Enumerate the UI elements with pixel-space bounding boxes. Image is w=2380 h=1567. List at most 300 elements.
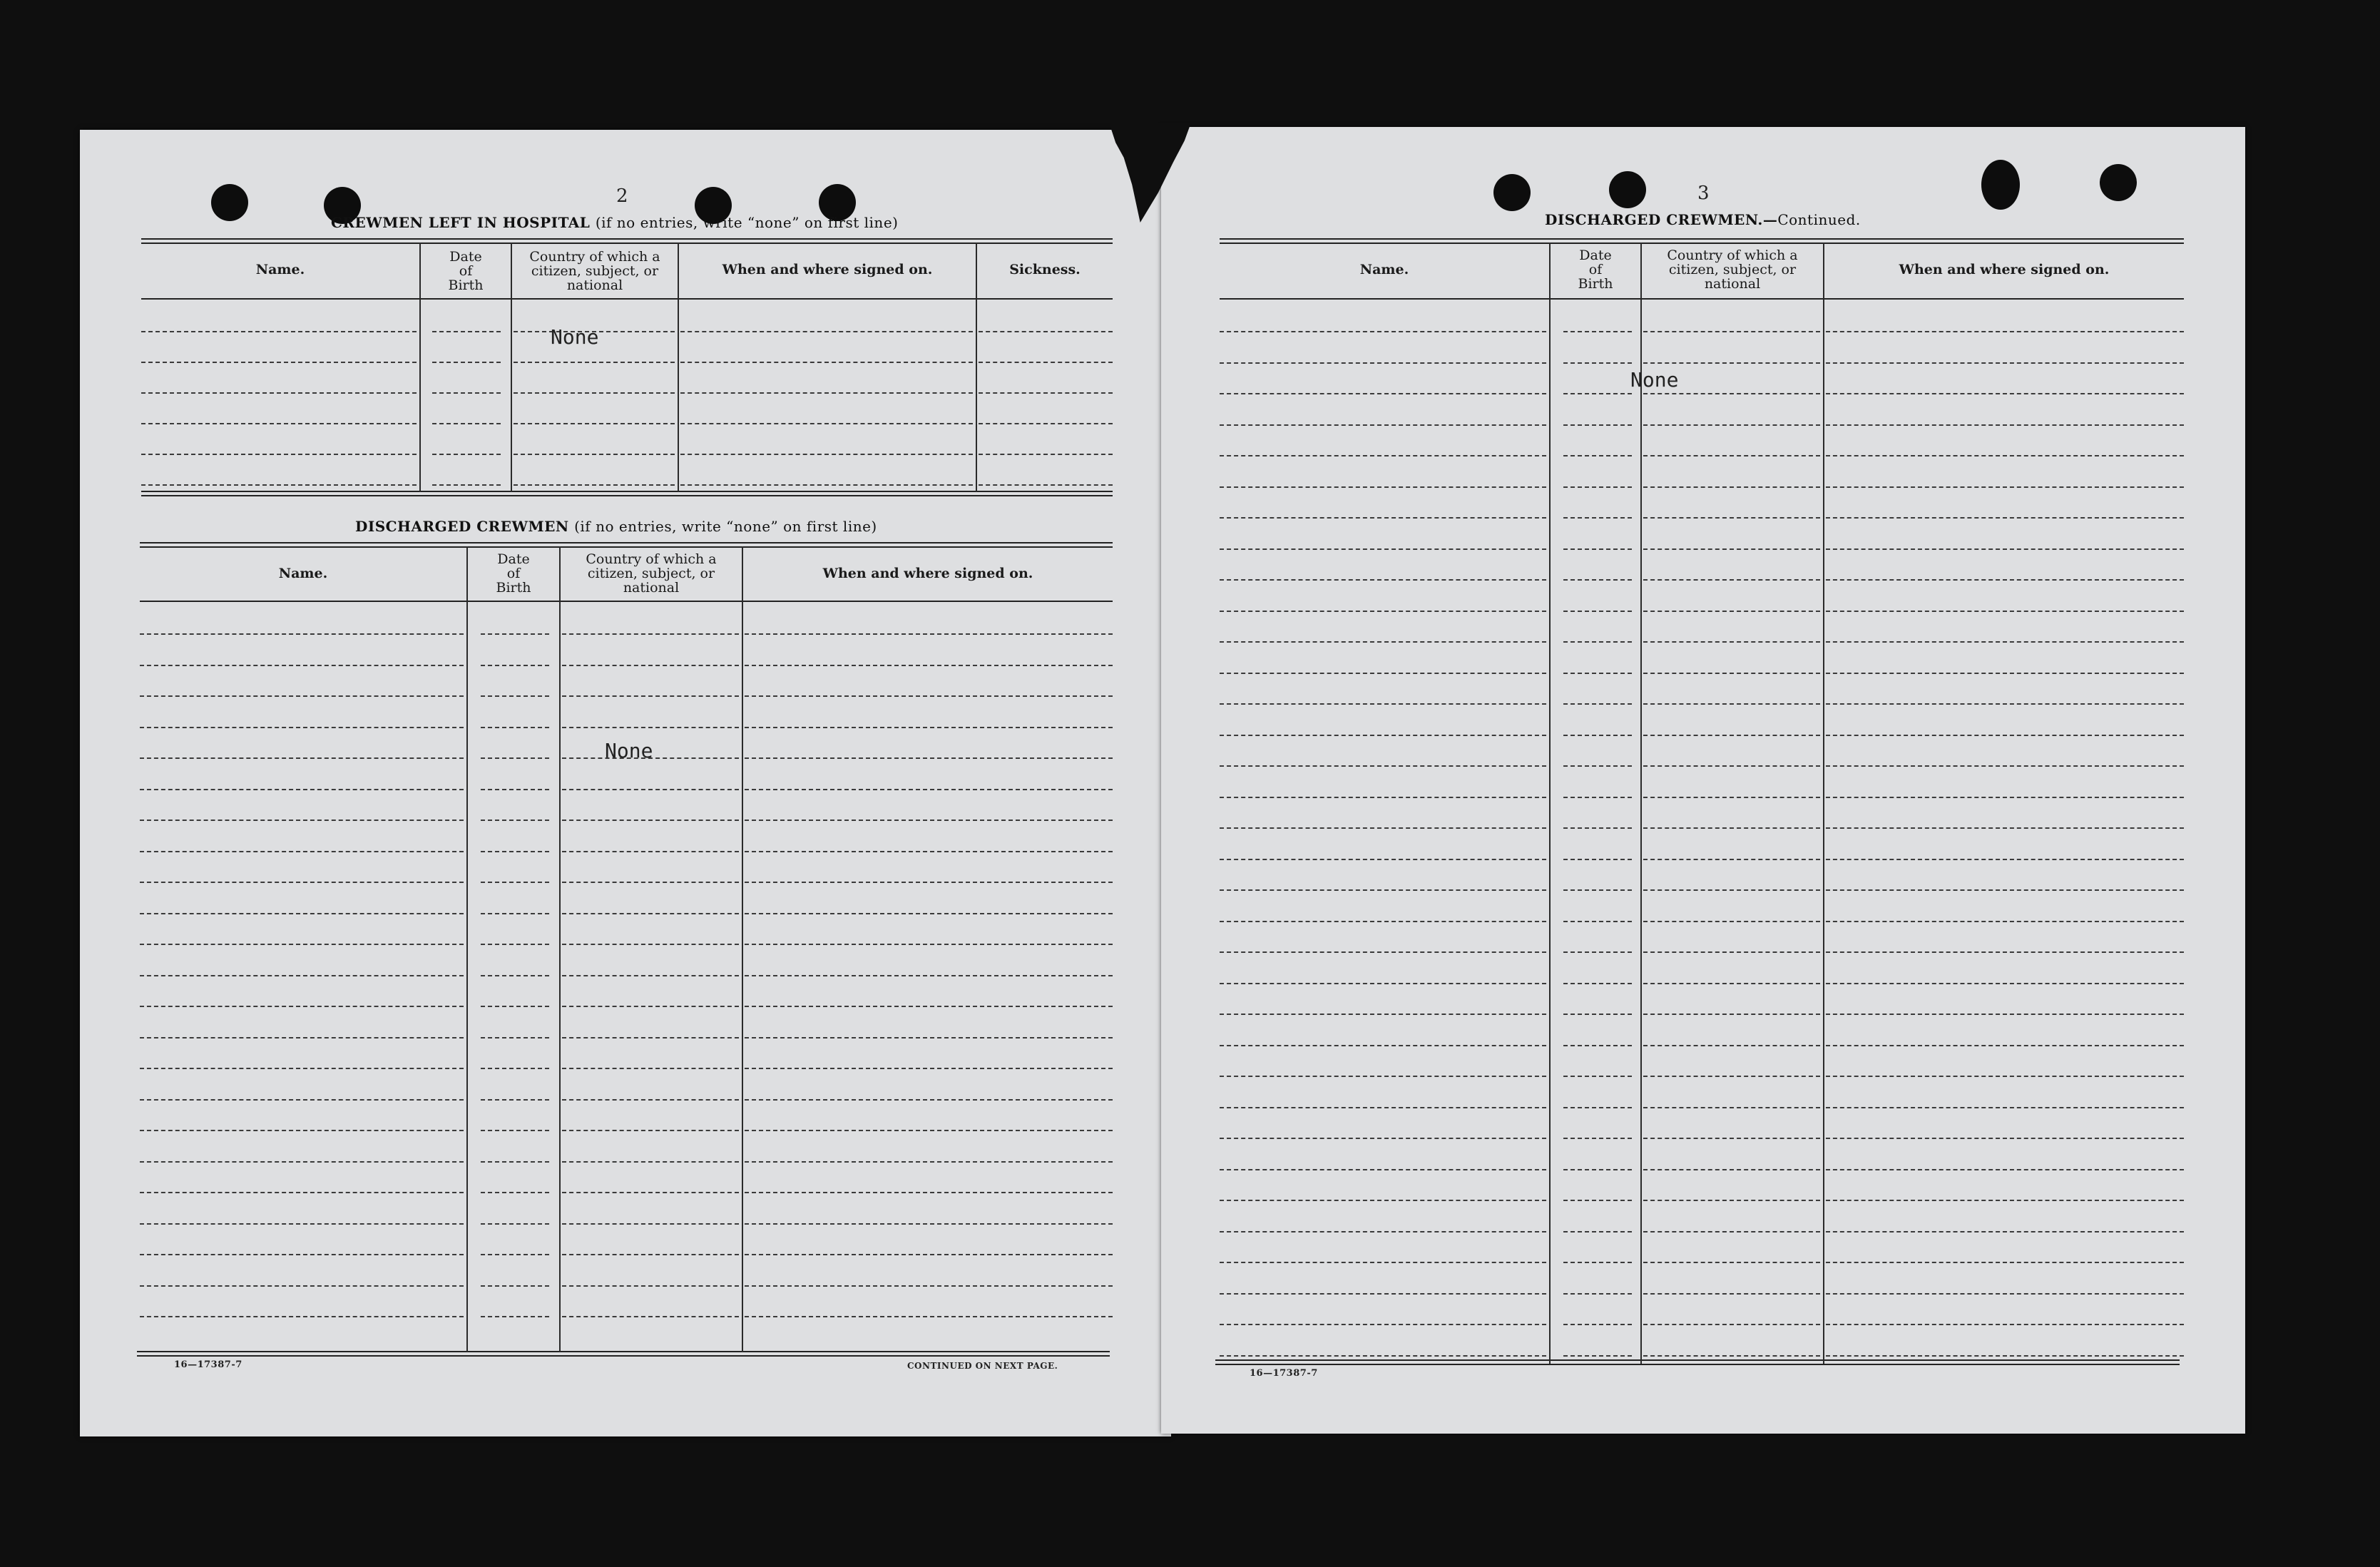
table-rule-bottom [137, 1351, 1110, 1352]
entry-line [140, 1254, 464, 1255]
entry-line [745, 727, 1113, 728]
entry-line [1826, 983, 2184, 984]
entry-line [1220, 362, 1546, 364]
entry-line [140, 1285, 464, 1287]
right-page [1161, 127, 2245, 1434]
entry-line [562, 1006, 739, 1007]
entry-line [140, 1006, 464, 1007]
entry-line [745, 1037, 1113, 1038]
table-rule-bottom [141, 495, 1113, 496]
entry-line [1826, 641, 2184, 643]
table-rule-top [141, 238, 1113, 240]
entry-line [481, 1099, 549, 1101]
entry-line [1563, 579, 1632, 581]
entry-line [562, 695, 739, 697]
table-rule-top [141, 243, 1113, 244]
entry-line [1826, 673, 2184, 674]
entry-line [140, 1223, 464, 1225]
entry-line [745, 633, 1113, 635]
entry-line [481, 1006, 549, 1007]
entry-line [1826, 1107, 2184, 1108]
entry-line [1643, 362, 1820, 364]
entry-line [481, 789, 549, 790]
entry-line [1563, 1262, 1632, 1263]
entry-line [1643, 455, 1820, 456]
entry-line [1643, 765, 1820, 767]
entry-line [745, 1316, 1113, 1317]
header-date-of-birth: Date of Birth [1578, 247, 1613, 292]
entry-line [1826, 1324, 2184, 1325]
entry-line [1220, 703, 1546, 705]
continued-note: CONTINUED ON NEXT PAGE. [907, 1361, 1058, 1371]
column-divider [466, 546, 468, 1352]
section-title-note: (if no entries, write “none” on first line) [574, 518, 877, 535]
entry-line [979, 392, 1113, 394]
entry-line [1220, 859, 1546, 860]
entry-line [1220, 1200, 1546, 1201]
entry-line [481, 1068, 549, 1069]
punch-hole [211, 184, 248, 221]
entry-line [1826, 1045, 2184, 1046]
column-divider [1549, 243, 1551, 1364]
entry-line [1643, 1107, 1820, 1108]
entry-line [1220, 1355, 1546, 1357]
entry-line [514, 423, 675, 424]
page-number: 2 [616, 185, 628, 207]
entry-line [562, 851, 739, 852]
entry-line [1220, 611, 1546, 612]
entry-line [1826, 579, 2184, 581]
entry-line [1563, 486, 1632, 488]
page-number: 3 [1697, 183, 1710, 204]
form-number: 16—17387-7 [174, 1359, 242, 1370]
entry-line [1220, 486, 1546, 488]
entry-line [1826, 486, 2184, 488]
entry-line [481, 1161, 549, 1163]
entry-line [745, 1192, 1113, 1193]
table-rule-bottom [137, 1355, 1110, 1357]
entry-line [514, 392, 675, 394]
entry-line [140, 975, 464, 976]
entry-line [1220, 641, 1546, 643]
entry-line [481, 1254, 549, 1255]
entry-line [1563, 1045, 1632, 1046]
entry-line [1643, 827, 1820, 829]
entry-line [481, 633, 549, 635]
entry-line [1563, 1107, 1632, 1108]
discharged-none-entry: None [605, 739, 653, 762]
entry-line [1643, 951, 1820, 953]
entry-line [680, 331, 973, 332]
entry-line [1563, 921, 1632, 922]
entry-line [481, 1192, 549, 1193]
entry-line [1563, 1014, 1632, 1015]
entry-line [562, 665, 739, 666]
header-rule [1220, 298, 2184, 300]
entry-line [562, 975, 739, 976]
entry-line [1563, 331, 1632, 332]
entry-line [562, 1285, 739, 1287]
entry-line [562, 1037, 739, 1038]
right-none-entry: None [1630, 368, 1679, 392]
entry-line [1220, 331, 1546, 332]
entry-line [481, 975, 549, 976]
entry-line [140, 1068, 464, 1069]
entry-line [1826, 889, 2184, 891]
header-date-of-birth: Date of Birth [448, 249, 484, 293]
entry-line [432, 392, 501, 394]
entry-line [1826, 703, 2184, 705]
entry-line [680, 392, 973, 394]
column-divider [559, 546, 561, 1352]
entry-line [562, 1130, 739, 1131]
column-divider [1823, 243, 1824, 1364]
entry-line [1826, 548, 2184, 550]
entry-line [1826, 1014, 2184, 1015]
header-signed-on: When and where signed on. [722, 262, 933, 277]
entry-line [979, 331, 1113, 332]
section-title-discharged [355, 518, 877, 535]
entry-line [562, 789, 739, 790]
entry-line [1826, 1169, 2184, 1170]
entry-line [1826, 1138, 2184, 1139]
entry-line [1643, 889, 1820, 891]
entry-line [481, 1037, 549, 1038]
header-rule [141, 298, 1113, 300]
entry-line [1643, 1076, 1820, 1077]
entry-line [1563, 424, 1632, 426]
entry-line [1643, 983, 1820, 984]
entry-line [1563, 827, 1632, 829]
table-rule-bottom [1215, 1364, 2180, 1365]
entry-line [481, 882, 549, 883]
entry-line [562, 1254, 739, 1255]
entry-line [1563, 951, 1632, 953]
entry-line [481, 820, 549, 821]
column-divider [678, 243, 679, 492]
entry-line [1826, 1200, 2184, 1201]
entry-line [745, 665, 1113, 666]
entry-line [1643, 331, 1820, 332]
entry-line [1563, 889, 1632, 891]
entry-line [1220, 579, 1546, 581]
entry-line [1563, 1138, 1632, 1139]
entry-line [1563, 1231, 1632, 1232]
entry-line [481, 665, 549, 666]
table-rule-top [140, 546, 1113, 548]
entry-line [1563, 1169, 1632, 1170]
entry-line [1643, 1045, 1820, 1046]
entry-line [562, 913, 739, 914]
entry-line [432, 331, 501, 332]
entry-line [1220, 983, 1546, 984]
punch-hole [1493, 174, 1531, 211]
entry-line [745, 944, 1113, 945]
entry-line [481, 1130, 549, 1131]
column-divider [1640, 243, 1642, 1364]
entry-line [1220, 1169, 1546, 1170]
entry-line [1563, 735, 1632, 736]
entry-line [1220, 1293, 1546, 1295]
entry-line [1643, 859, 1820, 860]
entry-line [745, 789, 1113, 790]
entry-line [1643, 1293, 1820, 1295]
entry-line [979, 484, 1113, 486]
entry-line [1643, 1324, 1820, 1325]
table-rule-top [1220, 243, 2184, 244]
entry-line [1220, 548, 1546, 550]
entry-line [1826, 859, 2184, 860]
entry-line [481, 1316, 549, 1317]
header-rule [140, 601, 1113, 602]
entry-line [481, 1285, 549, 1287]
entry-line [1563, 1200, 1632, 1201]
entry-line [745, 1099, 1113, 1101]
entry-line [1220, 735, 1546, 736]
entry-line [1826, 455, 2184, 456]
entry-line [562, 1192, 739, 1193]
entry-line [1643, 641, 1820, 643]
header-country: Country of which a citizen, subject, or national [1667, 247, 1798, 292]
header-country: Country of which a citizen, subject, or national [586, 551, 717, 596]
entry-line [562, 882, 739, 883]
entry-line [745, 1068, 1113, 1069]
header-date-of-birth: Date of Birth [496, 551, 531, 596]
entry-line [680, 362, 973, 363]
entry-line [481, 757, 549, 759]
section-title-note: Continued. [1777, 211, 1861, 228]
entry-line [1220, 455, 1546, 456]
entry-line [1643, 579, 1820, 581]
entry-line [140, 1099, 464, 1101]
entry-line [140, 789, 464, 790]
punch-hole [1609, 171, 1646, 208]
entry-line [1643, 393, 1820, 394]
entry-line [514, 484, 675, 486]
entry-line [432, 423, 501, 424]
entry-line [562, 1316, 739, 1317]
entry-line [562, 633, 739, 635]
entry-line [1220, 1045, 1546, 1046]
entry-line [745, 1285, 1113, 1287]
entry-line [1643, 1200, 1820, 1201]
entry-line [1563, 1076, 1632, 1077]
entry-line [1826, 1262, 2184, 1263]
entry-line [140, 882, 464, 883]
header-signed-on: When and where signed on. [1899, 262, 2110, 277]
entry-line [1563, 765, 1632, 767]
entry-line [1220, 517, 1546, 519]
section-title-main: DISCHARGED CREWMEN [355, 518, 569, 535]
entry-line [140, 913, 464, 914]
entry-line [1220, 1076, 1546, 1077]
header-name: Name. [1359, 262, 1409, 277]
entry-line [1826, 1293, 2184, 1295]
table-rule-top [140, 542, 1113, 543]
entry-line [562, 727, 739, 728]
entry-line [745, 882, 1113, 883]
entry-line [140, 1192, 464, 1193]
table-rule-bottom [1215, 1359, 2180, 1361]
entry-line [1563, 548, 1632, 550]
entry-line [745, 1006, 1113, 1007]
entry-line [745, 695, 1113, 697]
entry-line [1643, 921, 1820, 922]
entry-line [1220, 951, 1546, 953]
section-title-note: (if no entries, write “none” on first line) [595, 214, 899, 231]
entry-line [1220, 765, 1546, 767]
entry-line [1220, 921, 1546, 922]
entry-line [1563, 673, 1632, 674]
entry-line [562, 944, 739, 945]
entry-line [1826, 921, 2184, 922]
entry-line [1826, 517, 2184, 519]
entry-line [1643, 1355, 1820, 1357]
entry-line [1826, 1231, 2184, 1232]
entry-line [1826, 827, 2184, 829]
entry-line [140, 695, 464, 697]
entry-line [1563, 859, 1632, 860]
entry-line [1220, 1107, 1546, 1108]
entry-line [1220, 673, 1546, 674]
entry-line [562, 1161, 739, 1163]
entry-line [140, 633, 464, 635]
entry-line [481, 727, 549, 728]
form-number: 16—17387-7 [1250, 1368, 1318, 1379]
entry-line [140, 757, 464, 759]
left-page [80, 130, 1171, 1436]
entry-line [1563, 983, 1632, 984]
entry-line [432, 484, 501, 486]
entry-line [140, 820, 464, 821]
entry-line [562, 820, 739, 821]
entry-line [1563, 611, 1632, 612]
entry-line [680, 423, 973, 424]
entry-line [562, 1099, 739, 1101]
entry-line [1563, 393, 1632, 394]
section-title-hospital [331, 214, 898, 231]
entry-line [1220, 1014, 1546, 1015]
entry-line [1220, 393, 1546, 394]
entry-line [1826, 735, 2184, 736]
entry-line [1220, 797, 1546, 798]
entry-line [745, 757, 1113, 759]
entry-line [1563, 362, 1632, 364]
entry-line [979, 362, 1113, 363]
entry-line [1220, 1324, 1546, 1325]
entry-line [1563, 1355, 1632, 1357]
entry-line [1643, 797, 1820, 798]
entry-line [140, 1161, 464, 1163]
entry-line [979, 423, 1113, 424]
entry-line [140, 851, 464, 852]
entry-line [432, 454, 501, 455]
section-title-main: CREWMEN LEFT IN HOSPITAL [331, 214, 591, 231]
entry-line [1826, 1076, 2184, 1077]
entry-line [1643, 1231, 1820, 1232]
entry-line [562, 1068, 739, 1069]
entry-line [1826, 393, 2184, 394]
entry-line [432, 362, 501, 363]
entry-line [140, 1130, 464, 1131]
entry-line [1220, 424, 1546, 426]
entry-line [1643, 517, 1820, 519]
entry-line [1826, 951, 2184, 953]
header-name: Name. [255, 262, 305, 277]
column-divider [976, 243, 977, 492]
entry-line [745, 913, 1113, 914]
entry-line [1643, 1262, 1820, 1263]
entry-line [141, 484, 417, 486]
entry-line [140, 1037, 464, 1038]
entry-line [1643, 735, 1820, 736]
entry-line [680, 484, 973, 486]
entry-line [745, 851, 1113, 852]
entry-line [1643, 611, 1820, 612]
entry-line [745, 1254, 1113, 1255]
entry-line [481, 1223, 549, 1225]
entry-line [1563, 641, 1632, 643]
entry-line [1563, 797, 1632, 798]
entry-line [1220, 889, 1546, 891]
entry-line [481, 695, 549, 697]
entry-line [140, 727, 464, 728]
entry-line [745, 820, 1113, 821]
entry-line [1563, 517, 1632, 519]
section-title-discharged-continued [1545, 211, 1861, 228]
entry-line [1220, 1262, 1546, 1263]
entry-line [141, 392, 417, 394]
entry-line [562, 1223, 739, 1225]
entry-line [680, 454, 973, 455]
entry-line [481, 913, 549, 914]
entry-line [141, 423, 417, 424]
entry-line [481, 851, 549, 852]
punch-hole [1981, 160, 2020, 210]
entry-line [514, 454, 675, 455]
punch-hole [2100, 164, 2137, 201]
entry-line [1643, 1014, 1820, 1015]
entry-line [1826, 331, 2184, 332]
entry-line [745, 975, 1113, 976]
entry-line [1563, 703, 1632, 705]
entry-line [745, 1223, 1113, 1225]
header-country: Country of which a citizen, subject, or national [529, 249, 660, 293]
entry-line [1643, 703, 1820, 705]
entry-line [745, 1161, 1113, 1163]
entry-line [1826, 424, 2184, 426]
entry-line [1563, 455, 1632, 456]
entry-line [514, 362, 675, 363]
entry-line [1643, 548, 1820, 550]
entry-line [1826, 797, 2184, 798]
entry-line [140, 944, 464, 945]
entry-line [141, 331, 417, 332]
entry-line [1220, 827, 1546, 829]
table-rule-top [1220, 238, 2184, 240]
hospital-none-entry: None [551, 325, 599, 349]
entry-line [1643, 486, 1820, 488]
entry-line [1220, 1138, 1546, 1139]
header-sickness: Sickness. [1009, 262, 1081, 277]
entry-line [1826, 362, 2184, 364]
entry-line [141, 454, 417, 455]
entry-line [979, 454, 1113, 455]
entry-line [745, 1130, 1113, 1131]
entry-line [141, 362, 417, 363]
entry-line [1220, 1231, 1546, 1232]
entry-line [1643, 673, 1820, 674]
